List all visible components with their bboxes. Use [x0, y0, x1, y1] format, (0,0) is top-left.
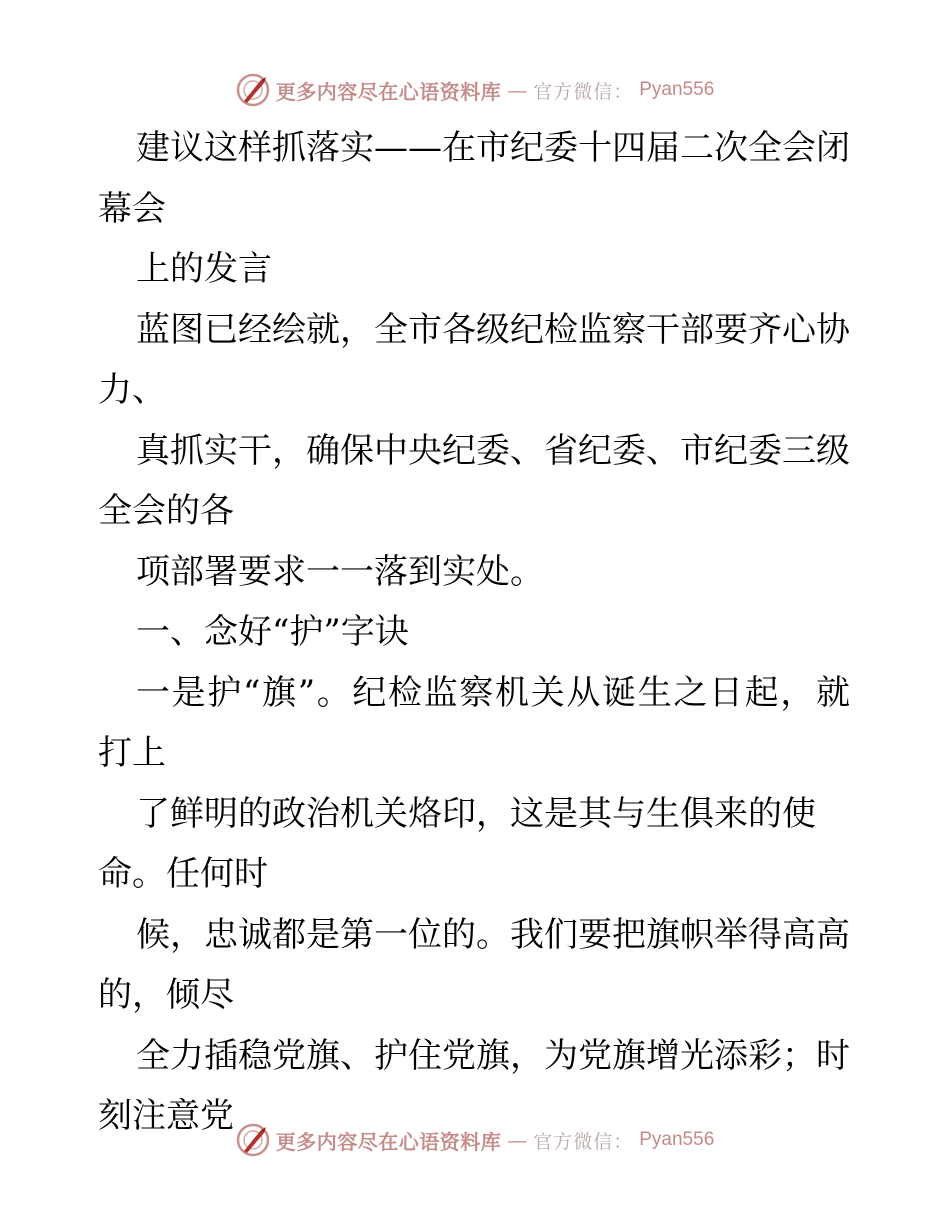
watermark-dash: —: [507, 78, 528, 102]
document-body: [98, 118, 858, 1147]
watermark-site-text: 更多内容尽在心语资料库: [275, 1129, 502, 1154]
footer-watermark: [0, 1120, 950, 1160]
text-line: 命。任何时: [98, 854, 268, 894]
text-line: 上的发言: [136, 249, 272, 289]
watermark-dash: —: [507, 1128, 528, 1152]
quill-logo-icon: [236, 73, 270, 107]
watermark-label: 官方微信：: [533, 80, 634, 103]
section-heading: 一、念好“护”字诀: [136, 612, 409, 652]
text-line: 刻注意党: [98, 1096, 234, 1136]
text-line: 一是护“旗”。纪检监察机关从诞生之日起，就: [136, 672, 850, 713]
header-watermark: [0, 70, 950, 110]
text-line: 力、: [98, 370, 166, 410]
text-line: 全会的各: [98, 491, 234, 531]
watermark-site-text: 更多内容尽在心语资料库: [275, 79, 502, 104]
text-line: 真抓实干，确保中央纪委、省纪委、市纪委三级: [136, 430, 850, 471]
text-line: 候，忠诚都是第一位的。我们要把旗帜举得高高: [136, 914, 850, 955]
text-line: 蓝图已经绘就，全市各级纪检监察干部要齐心协: [136, 309, 850, 350]
text-line: 幕会: [98, 188, 166, 229]
text-line: 的，倾尽: [98, 975, 234, 1015]
text-line: 全力插稳党旗、护住党旗，为党旗增光添彩；时: [136, 1035, 850, 1076]
watermark-label: 官方微信：: [533, 1130, 634, 1153]
watermark-account: Pyan556: [639, 79, 715, 100]
text-line: 项部署要求一一落到实处。: [136, 551, 544, 592]
text-line: 了鲜明的政治机关烙印，这是其与生俱来的使: [136, 793, 816, 834]
quill-logo-icon: [236, 1123, 270, 1157]
watermark-account: Pyan556: [639, 1129, 715, 1150]
text-line: 打上: [98, 733, 166, 773]
text-line: 建议这样抓落实——在市纪委十四届二次全会闭: [136, 128, 850, 168]
